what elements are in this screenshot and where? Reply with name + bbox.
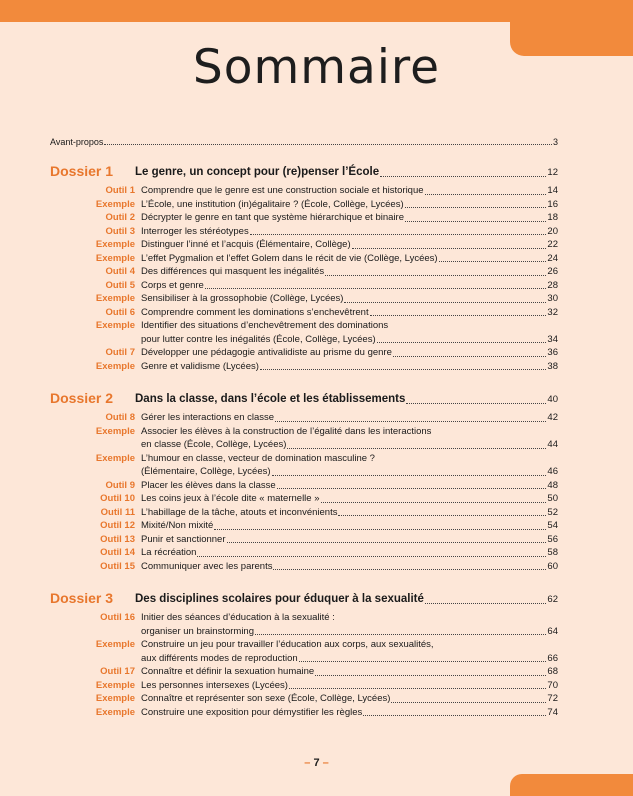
entry-title: Décrypter le genre en tant que système hiérarchique et binaire — [141, 212, 404, 223]
entry-title: Sensibiliser à la grossophobie (Collège, Lycées) — [141, 293, 344, 304]
toc-entry[interactable] — [50, 252, 558, 266]
entry-page: 14 — [547, 185, 558, 196]
entry-page: 34 — [547, 333, 558, 345]
entry-title: Connaître et représenter son sexe (École, Collège, Lycées) — [141, 693, 391, 704]
toc-entry[interactable] — [50, 679, 558, 693]
avant-propos-page: 3 — [552, 137, 558, 147]
toc-entry[interactable] — [50, 692, 558, 706]
entry-title: Interroger les stéréotypes — [141, 225, 249, 237]
entry-title: Des différences qui masquent les inégalités — [141, 266, 325, 277]
entry-title-line2: pour lutter contre les inégalités (École, Collège, Lycées) — [141, 333, 376, 345]
entry-title: Comprendre que le genre est une construction sociale et historique — [141, 185, 424, 196]
dossier-label: Dossier 2 — [50, 390, 114, 406]
entry-type-label: Outil 3 — [105, 225, 135, 237]
entry-type-label: Exemple — [95, 639, 135, 650]
entry-page: 50 — [547, 493, 558, 504]
entry-type-label: Exemple — [95, 252, 135, 264]
dot-leader — [315, 675, 546, 676]
toc-entry[interactable] — [50, 519, 558, 533]
entry-title: Genre et validisme (Lycées) — [141, 360, 259, 372]
entry-page: 56 — [547, 533, 558, 545]
toc-entry[interactable] — [50, 265, 558, 279]
entry-page: 42 — [547, 412, 558, 423]
dot-leader — [260, 369, 547, 370]
page-number-dash-left: – — [304, 757, 311, 769]
entry-title-line2: aux différents modes de reproduction — [141, 652, 298, 664]
entry-page: 36 — [547, 347, 558, 358]
dot-leader — [439, 261, 547, 262]
dossier-label: Dossier 1 — [50, 163, 114, 179]
avant-propos-label: Avant-propos — [50, 137, 104, 147]
toc-entry-continuation[interactable] — [50, 652, 558, 666]
page-number-dash-right: – — [322, 757, 329, 769]
entry-type-label: Outil 1 — [105, 185, 135, 196]
entry-title: Les personnes intersexes (Lycées) — [141, 679, 288, 691]
entry-title: Comprendre comment les dominations s’enchevêtrent — [141, 306, 369, 318]
dot-leader — [377, 342, 547, 343]
dot-leader — [250, 234, 547, 235]
dot-leader — [272, 475, 547, 476]
entry-page: 72 — [547, 693, 558, 704]
entry-title: Initier des séances d’éducation à la sexualité : — [141, 612, 335, 623]
entry-title-line2: en classe (École, Collège, Lycées) — [141, 439, 287, 450]
entry-title: Communiquer avec les parents — [141, 560, 273, 572]
toc-entry[interactable] — [50, 411, 558, 425]
dossier-title: Le genre, un concept pour (re)penser l’École — [135, 166, 380, 178]
entry-type-label: Outil 5 — [105, 279, 135, 291]
dot-leader — [287, 448, 546, 449]
toc-entry[interactable] — [50, 479, 558, 493]
entry-page: 26 — [547, 266, 558, 277]
dot-leader — [352, 248, 547, 249]
dossier-heading[interactable] — [50, 589, 558, 607]
entry-type-label: Exemple — [95, 198, 135, 210]
entry-page: 16 — [547, 198, 558, 210]
entry-page: 70 — [547, 679, 558, 691]
dot-leader — [214, 529, 546, 530]
dot-leader — [104, 144, 552, 145]
entry-type-label: Exemple — [95, 706, 135, 718]
dossier-page: 62 — [547, 594, 558, 605]
entry-page: 46 — [547, 466, 558, 477]
entry-title: Identifier des situations d’enchevêtrement des dominations — [141, 320, 389, 331]
entry-type-label: Outil 11 — [100, 506, 135, 518]
section-gap — [50, 373, 558, 389]
entry-type-label: Outil 7 — [105, 347, 135, 358]
bottom-right-orange-tab — [510, 774, 633, 796]
toc-entry-continuation[interactable] — [50, 465, 558, 479]
dot-leader — [338, 515, 546, 516]
toc-entry[interactable] — [50, 306, 558, 320]
entry-title: Placer les élèves dans la classe — [141, 479, 276, 491]
toc-entry[interactable] — [50, 319, 558, 333]
dossier-title: Dans la classe, dans l’école et les établissements — [135, 393, 406, 405]
dot-leader — [277, 488, 547, 489]
entry-page: 22 — [547, 239, 558, 250]
entry-page: 66 — [547, 652, 558, 664]
toc-entry[interactable] — [50, 492, 558, 506]
entry-page: 38 — [547, 360, 558, 372]
entry-title: L’humour en classe, vecteur de domination masculine ? — [141, 452, 375, 464]
toc-entry[interactable] — [50, 706, 558, 720]
dot-leader — [425, 194, 547, 195]
entry-page: 48 — [547, 479, 558, 491]
entry-page: 28 — [547, 279, 558, 291]
toc-entry[interactable] — [50, 346, 558, 360]
entry-title: Distinguer l’inné et l’acquis (Élémentaire, Collège) — [141, 239, 351, 250]
toc-entry[interactable] — [50, 360, 558, 374]
entry-title-line2: organiser un brainstorming — [141, 625, 255, 637]
entry-type-label: Outil 4 — [105, 266, 135, 277]
dot-leader — [255, 634, 546, 635]
dot-leader — [197, 556, 546, 557]
entry-type-label: Exemple — [95, 239, 135, 250]
toc-entry-continuation[interactable] — [50, 333, 558, 347]
toc-entry[interactable] — [50, 184, 558, 198]
entry-title: Corps et genre — [141, 279, 204, 291]
entry-page: 32 — [547, 306, 558, 318]
dot-leader — [321, 502, 547, 503]
entry-title: Associer les élèves à la construction de l’égalité dans les interactions — [141, 425, 432, 437]
entry-type-label: Exemple — [95, 693, 135, 704]
entry-title: Gérer les interactions en classe — [141, 412, 275, 423]
entry-title: Connaître et définir la sexuation humaine — [141, 666, 315, 677]
dot-leader — [273, 569, 546, 570]
page-number — [0, 757, 633, 769]
entry-title: L’habillage de la tâche, atouts et inconvénients — [141, 506, 338, 518]
entry-page: 58 — [547, 547, 558, 558]
dossier-heading[interactable] — [50, 162, 558, 180]
toc-entry[interactable] — [50, 211, 558, 225]
entry-title: La récréation — [141, 547, 197, 558]
entry-page: 18 — [547, 212, 558, 223]
toc-entry[interactable] — [50, 611, 558, 625]
entry-type-label: Outil 12 — [100, 520, 135, 531]
entry-page: 44 — [547, 439, 558, 450]
entry-page: 30 — [547, 293, 558, 304]
entry-type-label: Outil 14 — [100, 547, 135, 558]
entry-title: Développer une pédagogie antivalidiste au prisme du genre — [141, 347, 392, 358]
entry-type-label: Outil 2 — [105, 212, 135, 223]
dot-leader — [391, 702, 546, 703]
dossier-label: Dossier 3 — [50, 590, 114, 606]
toc-entry-continuation[interactable] — [50, 438, 558, 452]
entry-type-label: Outil 10 — [100, 493, 135, 504]
dot-leader — [363, 715, 546, 716]
entry-title-line2: (Élémentaire, Collège, Lycées) — [141, 466, 271, 477]
page-number-value: 7 — [313, 757, 320, 769]
toc-entry[interactable] — [50, 533, 558, 547]
entry-type-label: Exemple — [95, 360, 135, 372]
entry-title: Les coins jeux à l’école dite « maternelle » — [141, 493, 320, 504]
toc-entry[interactable] — [50, 665, 558, 679]
toc-entry[interactable] — [50, 638, 558, 652]
entry-page: 64 — [547, 625, 558, 637]
toc-entry-continuation[interactable] — [50, 625, 558, 639]
dot-leader — [275, 421, 546, 422]
dot-leader — [405, 207, 547, 208]
entry-title: L’École, une institution (in)égalitaire ? (École, Collège, Lycées) — [141, 198, 404, 210]
entry-type-label: Outil 9 — [105, 479, 135, 491]
dot-leader — [393, 356, 547, 357]
dot-leader — [370, 315, 547, 316]
dossier-title: Des disciplines scolaires pour éduquer à la sexualité — [135, 593, 424, 605]
toc-entry[interactable] — [50, 425, 558, 439]
toc-entry[interactable] — [50, 560, 558, 574]
dot-leader — [406, 403, 546, 404]
dot-leader — [299, 661, 547, 662]
entry-page: 52 — [547, 506, 558, 518]
section-gap — [50, 573, 558, 589]
entry-type-label: Outil 15 — [100, 560, 135, 572]
entry-title: Construire une exposition pour démystifier les règles — [141, 706, 363, 718]
toc-entry[interactable] — [50, 198, 558, 212]
toc-entry[interactable] — [50, 225, 558, 239]
dossier-page: 12 — [547, 167, 558, 178]
entry-page: 68 — [547, 666, 558, 677]
entry-page: 20 — [547, 225, 558, 237]
entry-type-label: Exemple — [95, 425, 135, 437]
toc-entry[interactable] — [50, 506, 558, 520]
toc-entry[interactable] — [50, 292, 558, 306]
entry-page: 24 — [547, 252, 558, 264]
entry-title: Mixité/Non mixité — [141, 520, 214, 531]
toc-entry[interactable] — [50, 238, 558, 252]
entry-type-label: Exemple — [95, 320, 135, 331]
page-title: Sommaire — [192, 40, 441, 95]
dot-leader — [405, 221, 546, 222]
entry-page: 54 — [547, 520, 558, 531]
entry-page: 74 — [547, 706, 558, 718]
entry-title: Punir et sanctionner — [141, 533, 226, 545]
dot-leader — [325, 275, 546, 276]
entry-title: L’effet Pygmalion et l’effet Golem dans le récit de vie (Collège, Lycées) — [141, 252, 438, 264]
dossier-page: 40 — [547, 394, 558, 405]
toc-entry[interactable] — [50, 546, 558, 560]
toc-avant-propos[interactable] — [50, 136, 558, 148]
dot-leader — [205, 288, 547, 289]
entry-type-label: Outil 13 — [100, 533, 135, 545]
entry-type-label: Outil 17 — [100, 666, 135, 677]
entry-type-label: Exemple — [95, 679, 135, 691]
dot-leader — [227, 542, 547, 543]
dot-leader — [344, 302, 546, 303]
entry-type-label: Outil 8 — [105, 412, 135, 423]
dossier-heading[interactable] — [50, 389, 558, 407]
entry-type-label: Outil 6 — [105, 306, 135, 318]
entry-page: 60 — [547, 560, 558, 572]
dot-leader — [289, 688, 546, 689]
toc-entry[interactable] — [50, 452, 558, 466]
entry-type-label: Outil 16 — [100, 612, 135, 623]
table-of-contents — [50, 136, 558, 719]
dot-leader — [425, 603, 547, 604]
dot-leader — [380, 176, 546, 177]
entry-type-label: Exemple — [95, 293, 135, 304]
entry-title: Construire un jeu pour travailler l’éducation aux corps, aux sexualités, — [141, 639, 434, 650]
entry-type-label: Exemple — [95, 452, 135, 464]
toc-entry[interactable] — [50, 279, 558, 293]
